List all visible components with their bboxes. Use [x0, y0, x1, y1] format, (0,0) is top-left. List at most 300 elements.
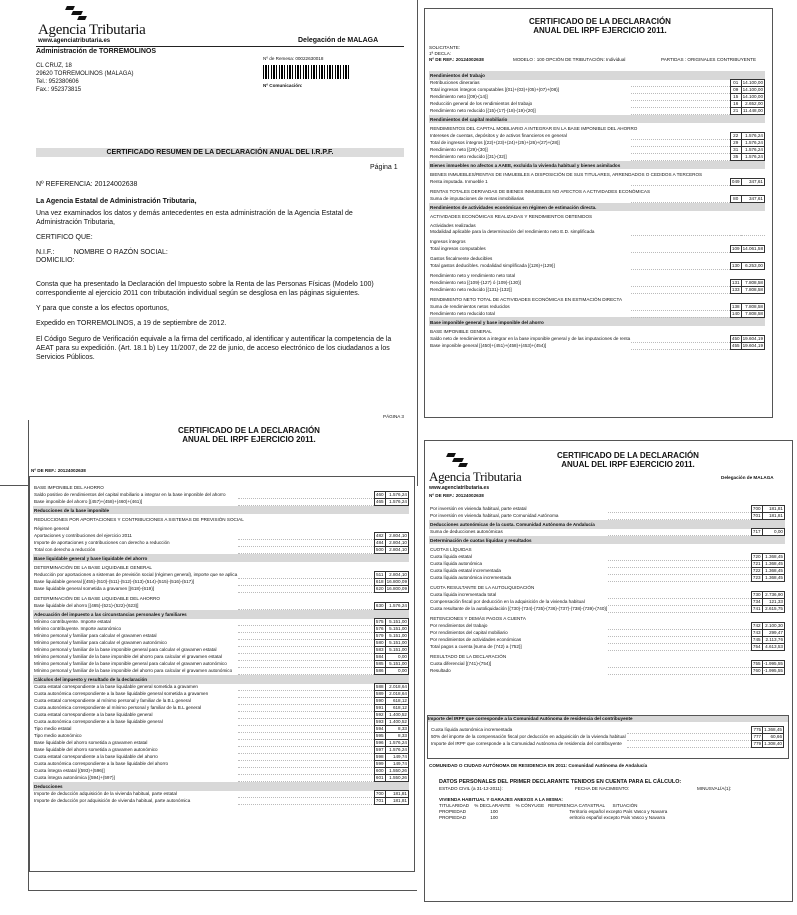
page-2-title: CERTIFICADO DE LA DECLARACIÓN ANUAL DEL IRPF EJERCICIO 2011. [529, 17, 671, 35]
box-value: 1.308,40 [764, 741, 782, 746]
row-label: 50% del importe de la compensación fiscal por deducción en adquisición de la vivienda habitual [431, 734, 626, 739]
box-value: 181,81 [762, 513, 784, 520]
row-label: Renta imputada. Inmueble 1 [430, 179, 488, 184]
dot-leader [631, 196, 730, 203]
dot-leader [238, 603, 374, 610]
row-label: Modalidad aplicable para la determinación del rendimiento neto E.D. simplificada [430, 229, 595, 234]
data-row [33, 775, 409, 782]
dot-leader [238, 572, 374, 579]
subsection-heading: DETERMINACIÓN DE LA BASE LIQUIDABLE GENERAL [34, 565, 152, 570]
data-row [430, 741, 784, 748]
subsection-heading: CUOTAS LÍQUIDAS [430, 547, 472, 552]
section-heading: Base liquidable general y base liquidable del ahorro [33, 554, 409, 563]
dot-leader [238, 499, 374, 506]
row-label: Total de ingresos íntegros [(22)+(23)+(24)+(25)+(26)+(27)+(28)] [430, 140, 560, 145]
section-heading-row [33, 675, 409, 684]
box-code: 584 [375, 654, 384, 659]
box-code: 22 [730, 133, 741, 140]
row-label: Compensación fiscal por deducción en la adquisición de la vivienda habitual [430, 599, 585, 604]
data-row [429, 568, 785, 575]
box-value: 5.151,00 [385, 626, 408, 633]
data-row [33, 654, 409, 661]
box-value: 1.368,45 [764, 727, 782, 732]
row-label: Cuota íntegra estatal [(593)+(596)] [34, 768, 105, 773]
row-label: Total pagos a cuenta [suma de (742) a (752)] [430, 644, 522, 649]
data-row [33, 768, 409, 775]
dot-leader [238, 533, 374, 540]
data-row [33, 719, 409, 726]
box-value: 11.448,00 [742, 108, 763, 113]
box-value: 0,00 [762, 529, 784, 536]
subsection-heading: BASE IMPONIBLE GENERAL [430, 328, 492, 334]
box-value: 0,00 [385, 654, 408, 661]
row-label: Cuota autonómica correspondiente a la base liquidable del ahorro [34, 761, 169, 766]
box-code: 130 [731, 262, 740, 268]
row-label: Importe de deducción por adquisición de vivienda habitual, parte autonómica [34, 798, 191, 803]
dot-leader [627, 727, 752, 734]
box-value: 2.100,30 [762, 623, 784, 630]
page-2-data-table [429, 71, 765, 350]
dot-leader [631, 335, 730, 342]
data-row [429, 529, 785, 536]
box-value: 149,74 [385, 761, 408, 768]
dot-leader [627, 741, 752, 748]
row-label: Suma de imputaciones de rentas inmobiliarias [430, 196, 524, 201]
irpf-community-table [430, 726, 784, 748]
data-row [429, 303, 765, 310]
row-label: Cuota líquida autonómica incrementada [431, 727, 513, 732]
box-code: 586 [375, 668, 384, 673]
dot-leader [631, 147, 730, 154]
data-row [33, 705, 409, 712]
subsection-heading: REDUCCIONES POR APORTACIONES Y CONTRIBUCIONES A SISTEMAS DE PREVISIÓN SOCIAL [34, 517, 244, 522]
row-label: Base liquidable del ahorro sometida a gravamen estatal [34, 740, 148, 745]
dot-leader [238, 798, 374, 805]
box-code: 460 [375, 492, 384, 497]
dot-leader [238, 579, 374, 586]
intro-paragraph: Una vez examinados los datos y demás antecedentes en esta administración de la Agencia Estatal de Administración Tributaria, [36, 210, 353, 226]
dot-leader [608, 506, 751, 513]
data-row [429, 94, 765, 101]
data-row [429, 606, 785, 613]
subsection-heading: RETENCIONES Y DEMÁS PAGOS A CUENTA [430, 616, 526, 621]
row-label: Mínimo personal y familiar de la base imponible del ahorro para calcular el gravamen autonómico [34, 668, 233, 673]
subsection-heading-row [429, 269, 765, 279]
dot-leader [238, 668, 374, 675]
box-code: 138 [731, 303, 740, 309]
box-value: 14.100,00 [742, 87, 763, 92]
data-row [33, 684, 409, 691]
box-code: 583 [375, 647, 384, 652]
box-code: 597 [375, 747, 384, 752]
subsection-heading: Ingresos íntegros [430, 238, 466, 244]
box-value: 16.800,09 [386, 579, 407, 584]
data-row [429, 147, 765, 154]
box-code: 598 [375, 754, 384, 759]
box-value: 0,00 [385, 668, 408, 675]
box-value: 6.253,00 [741, 262, 764, 269]
dot-leader [238, 492, 374, 499]
box-code: 745 [752, 637, 761, 642]
row-label: Reducción general de los rendimientos del trabajo [430, 101, 533, 106]
subsection-heading-row [429, 123, 765, 133]
box-code: 589 [375, 691, 384, 696]
box-value: 2.018,64 [385, 684, 408, 691]
row-label: Por rendimientos del trabajo [430, 623, 488, 628]
row-label: Importe de aportaciones y contribuciones con derecho a reducción [34, 540, 170, 545]
housing-columns: TITULARIDAD % DECLARANTE % CÓNYUGE REFERENCIA CATASTRAL SITUACIÓN [439, 803, 638, 808]
dot-leader [608, 606, 751, 613]
dot-leader [238, 640, 374, 647]
box-value: 181,81 [385, 791, 408, 798]
row-label: Saldo positivo de rendimientos del capital mobiliario a integrar en la base imponible del ahorro [34, 492, 226, 497]
box-code: 16 [730, 101, 741, 108]
box-value: 5.151,00 [385, 661, 408, 668]
subsection-heading: Rendimiento neto y rendimiento neto total [430, 272, 516, 278]
data-row [429, 196, 765, 203]
row-label: Rendimiento neto [(09)-(14)] [430, 94, 488, 99]
data-row [33, 661, 409, 668]
personal-data-heading: DATOS PERSONALES DEL PRIMER DECLARANTE TENIDOS EN CUENTA PARA EL CÁLCULO: [439, 779, 682, 785]
page-4-box-2 [427, 715, 789, 759]
box-code: 455 [731, 342, 740, 348]
data-row [429, 644, 785, 651]
dot-leader [238, 586, 374, 593]
domicilio-field: DOMICILIO: [36, 257, 75, 264]
row-label: Importe del IRPF que corresponde a la Comunidad Autónoma de residencia del contribuyente [431, 741, 622, 746]
row-label: Suma de rendimientos netos reducidos [430, 303, 510, 309]
page-3-data-table [33, 482, 409, 805]
dot-leader [238, 726, 374, 733]
box-value: 2.804,10 [385, 533, 408, 540]
box-code: 596 [375, 740, 384, 745]
section-heading: Determinación de cuotas líquidas y resultados [429, 536, 785, 545]
box-code: 717 [752, 529, 761, 534]
dot-leader [631, 94, 730, 101]
box-value: 299,47 [762, 630, 784, 637]
box-code: 620 [375, 586, 384, 591]
row-label: Rendimiento neto [(109)-(127) ó (109)-(130)] [430, 279, 521, 285]
address-fax: Fax.: 952373815 [36, 87, 82, 93]
data-row [33, 603, 409, 610]
data-row [33, 747, 409, 754]
box-code: 500 [375, 547, 384, 552]
section-heading-row [429, 536, 785, 545]
dot-leader [238, 747, 374, 754]
row-label: Cuota estatal correspondiente a la base liquidable general [34, 712, 153, 717]
page-4-reference: Nº DE REF.: 20124002638 [429, 493, 484, 498]
dot-leader [631, 179, 730, 186]
row-label: Por rendimientos del capital mobiliario [430, 630, 508, 635]
row-label: Rendimiento neto reducido [(131)-(132)] [430, 286, 512, 292]
data-row [429, 623, 785, 630]
row-label: Cuota líquida estatal incrementada [430, 568, 501, 573]
subsection-heading: DETERMINACIÓN DE LA BASE LIQUIDABLE DEL AHORRO [34, 596, 160, 601]
dot-leader [238, 691, 374, 698]
dot-leader [631, 286, 730, 293]
subsection-heading-row [429, 293, 765, 303]
data-row [429, 513, 785, 520]
data-row [429, 575, 785, 582]
row-label: Retribuciones dinerarias [430, 80, 480, 85]
civil-status: ESTADO CIVIL (a 31-12-2011): [439, 786, 503, 791]
section-heading: Adecuación del impuesto a las circunstancias personales y familiares [33, 610, 409, 619]
data-row [429, 554, 785, 561]
box-value: 149,74 [385, 754, 408, 761]
data-row [429, 133, 765, 140]
certificate-page-2 [424, 8, 773, 418]
row-label: Rendimiento neto reducido [(15)-(17)-(18)-(19)-(20)] [430, 108, 536, 113]
row-label: Base liquidable general sometida a gravamen [(618)-(619)] [34, 586, 155, 591]
box-code: 743 [752, 630, 761, 635]
page-4-agency-name: Agencia Tributaria [429, 469, 522, 484]
page-3-reference: Nº DE REF.: 20124002638 [31, 468, 86, 473]
page-4-data-table [429, 505, 785, 675]
box-value: 7.808,58 [741, 310, 764, 317]
section-heading-row [429, 317, 765, 326]
box-value: 7.808,58 [741, 303, 764, 310]
page-3-number: PÁGINA 3 [383, 414, 404, 419]
box-code: 21 [730, 108, 741, 115]
dot-leader [238, 619, 374, 626]
subsection-heading-row [33, 523, 409, 533]
dot-leader [238, 626, 374, 633]
box-code: 601 [375, 775, 384, 780]
box-value: 8,33 [385, 726, 408, 733]
data-row [33, 492, 409, 499]
subsection-heading-row [429, 582, 785, 592]
row-label: Tipo medio estatal [34, 726, 72, 731]
dot-leader [631, 101, 730, 108]
housing-row-2: PROPIEDAD 100 erritorio español excepto País Vasco y Navarra [439, 815, 666, 820]
page-number: Página 1 [370, 164, 398, 171]
agency-name: Agencia Tributaria [38, 22, 146, 38]
box-code: 734 [752, 599, 761, 604]
row-label: Aportaciones y contribuciones del ejercicio 2011 [34, 533, 132, 538]
row-label: Importe de deducción adquisición de la vivienda habitual, parte estatal [34, 791, 178, 796]
box-code: 742 [752, 623, 761, 628]
box-value: 618,12 [385, 698, 408, 705]
data-row [33, 691, 409, 698]
subsection-heading: BIENES INMUEBLES/RENTAS DE INMUEBLES A DISPOSICIÓN DE SUS TITULARES, ARRENDADOS O CEDIDOS A TERCEROS [430, 172, 703, 177]
dot-leader [631, 262, 730, 269]
box-code: 450 [731, 335, 740, 341]
box-value: 1.576,24 [741, 133, 764, 140]
box-value: 1.576,24 [741, 140, 764, 147]
data-row [33, 761, 409, 768]
box-value: 1.368,45 [762, 568, 784, 575]
csv-paragraph: El Código Seguro de Verificación equivale a la firma del certificado, al identificar y autentificar la competencia de la AEAT para su expedición. (Art. 18.1 b) Ley 11/2007, de 22 de junio, de acceso electrónico de los ciudadanos a los Servicios Públicos. [36, 336, 392, 361]
delegation: Delegación de MALAGA [298, 37, 379, 44]
data-row [33, 499, 409, 506]
dot-leader [238, 633, 374, 640]
row-label: Por rendimientos de actividades económicas [430, 637, 522, 642]
page-4-title: CERTIFICADO DE LA DECLARACIÓN ANUAL DEL IRPF EJERCICIO 2011. [557, 451, 699, 469]
box-code: 723 [752, 575, 761, 580]
box-code: 599 [375, 761, 384, 766]
address-line-1: CL CRUZ, 18 [36, 63, 72, 69]
disability: MINUSVALÍA(1): [697, 786, 732, 791]
box-code: 511 [376, 572, 384, 577]
page-3-title: CERTIFICADO DE LA DECLARACIÓN ANUAL DEL IRPF EJERCICIO 2011. [178, 426, 320, 444]
row-label: Mínimo personal y familiar de la base imponible del ahorro para calcular el gravamen estatal [34, 654, 222, 659]
row-label: Intereses de cuentas, depósitos y de activos financieros en general [430, 133, 567, 138]
box-value: 2.018,64 [385, 691, 408, 698]
row-label: Cuota autonómica correspondiente a la base liquidable general sometida a gravamen [34, 691, 209, 696]
row-label: Total gastos deducibles. modalidad simplificada [(126)+(129)] [430, 262, 555, 268]
box-code: 579 [375, 633, 384, 638]
row-label: Base liquidable del ahorro sometida a gravamen autonómico [34, 747, 158, 752]
subsection-heading: CUOTA RESULTANTE DE LA AUTOLIQUIDACIÓN [430, 585, 535, 590]
section-heading-row [429, 520, 785, 529]
subsection-heading-row [429, 220, 765, 229]
page-4-agency-url: www.agenciatributaria.es [429, 485, 490, 491]
data-row [33, 754, 409, 761]
data-row [429, 592, 785, 599]
dot-leader [631, 87, 730, 94]
declaration-paragraph: Consta que ha presentado la Declaración del Impuesto sobre la Renta de las Personas Físicas (Modelo 100) correspondiente al ejercicio 2011 con tributación individual según se desglosa en las páginas siguientes. [36, 281, 374, 297]
section-heading-row [33, 782, 409, 791]
section-heading: Deducciones [33, 782, 409, 791]
data-row [429, 506, 785, 513]
subsection-heading: Gastos fiscalmente deducibles [430, 255, 493, 261]
data-row [429, 154, 765, 161]
box-value: 4.613,53 [762, 644, 784, 651]
certifico-label: CERTIFICO QUE: [36, 234, 93, 241]
certificate-page-1 [0, 0, 418, 486]
row-label: Mínimo contribuyente. Importe estatal [34, 619, 111, 624]
data-row [429, 335, 765, 342]
issued-paragraph: Expedido en TORREMOLINOS, a 19 de septiembre de 2012. [36, 320, 227, 327]
page-4-logo [429, 453, 521, 492]
box-code: 777 [753, 734, 762, 739]
dot-leader [608, 554, 751, 561]
agency-logo-mark [66, 6, 88, 22]
dot-leader [631, 279, 730, 286]
row-label: Cuota estatal correspondiente al mínimo personal y familiar de la B.L general [34, 698, 191, 703]
data-row [429, 661, 785, 668]
dot-leader [608, 599, 751, 606]
section-heading: Rendimientos del capital mobiliario [429, 115, 765, 124]
box-code: 31 [730, 147, 741, 154]
data-row [33, 798, 409, 805]
residence-community: COMUNIDAD O CIUDAD AUTÓNOMA DE RESIDENCIA EN 2011: Comunidad Autónoma de Andalucía [429, 763, 648, 768]
box-code: 722 [752, 568, 761, 573]
subsection-heading-row [33, 593, 409, 603]
box-value: 14.100,00 [742, 94, 763, 99]
box-value: 14.061,58 [742, 245, 763, 251]
dot-leader [608, 644, 751, 651]
row-label: Base liquidable del ahorro [(465)-(521)-(522)-(623)] [34, 603, 139, 608]
dot-leader [238, 705, 374, 712]
data-row [33, 733, 409, 740]
dot-leader [238, 775, 374, 782]
data-row [33, 540, 409, 547]
subsection-heading: RENDIMIENTOS DEL CAPITAL MOBILIARIO A INTEGRAR EN LA BASE IMPONIBLE DEL AHORRO [430, 126, 638, 131]
data-row [429, 561, 785, 568]
box-value: -1.995,55 [763, 661, 783, 666]
row-label: Cuota autonómica correspondiente a la base liquidable general [34, 719, 163, 724]
box-code: 15 [730, 94, 741, 101]
dot-leader [608, 637, 751, 644]
box-value: 1.576,24 [741, 147, 764, 154]
dot-leader [238, 684, 374, 691]
section-heading-row [429, 71, 765, 80]
box-code: 590 [375, 698, 384, 703]
box-code: 755 [752, 661, 761, 666]
administration: Administración de TORREMOLINOS [36, 48, 157, 55]
subsection-heading: ACTIVIDADES ECONÓMICAS REALIZADAS Y RENDIMIENTOS OBTENIDOS [430, 214, 593, 219]
box-value: 19.604,19 [742, 335, 763, 341]
row-label: Cuota líquida estatal [430, 554, 472, 559]
box-value: 1.368,45 [762, 561, 784, 568]
dot-leader [631, 342, 730, 349]
row-label: Tipo medio autonómico [34, 733, 82, 738]
box-code: 576 [375, 626, 384, 631]
box-value: 7.808,58 [741, 286, 764, 293]
subsection-heading-row [429, 252, 765, 262]
row-label: Resultado [430, 668, 451, 673]
row-label: Por inversión en vivienda habitual, parte estatal [430, 506, 527, 511]
row-label: Cuota íntegra autonómica [(594)+(597)] [34, 775, 115, 780]
data-row [429, 80, 765, 87]
data-row [33, 586, 409, 593]
data-row [33, 572, 409, 579]
box-value: 14.100,00 [742, 80, 763, 85]
data-row [33, 668, 409, 675]
row-label: Rendimiento neto reducido [(31)-(32)] [430, 154, 507, 159]
box-value: 60,66 [763, 734, 784, 741]
section-heading: Base imponible general y base imponible del ahorro [429, 317, 765, 326]
box-value: 121,33 [762, 599, 784, 606]
subsection-heading: Régimen general [34, 526, 69, 531]
box-value: 5.151,00 [385, 633, 408, 640]
certificate-page-3 [28, 414, 417, 891]
box-value: 19.604,19 [742, 342, 763, 348]
dot-leader [631, 108, 730, 115]
box-value: 5.151,00 [385, 647, 408, 654]
box-code: 131 [731, 279, 740, 285]
box-value: 1.576,24 [385, 740, 408, 747]
barcode [263, 65, 351, 79]
row-label: Cuota líquida autonómica [430, 561, 483, 566]
box-code: 592 [375, 712, 384, 717]
data-row [33, 647, 409, 654]
dot-leader [608, 513, 751, 520]
box-value: 1.368,45 [762, 554, 784, 561]
row-label: Rendimiento neto [(29)-(30)] [430, 147, 488, 152]
row-label: Cuota líquida autonómica incrementada [430, 575, 512, 580]
data-row [33, 698, 409, 705]
box-code: 741 [752, 606, 761, 611]
section-heading-row [33, 610, 409, 619]
section-heading-row [429, 161, 765, 170]
box-code: 80 [730, 196, 741, 203]
subsection-heading: RENTAS TOTALES DERIVADAS DE BIENES INMUEBLES NO AFECTOS A ACTIVIDADES ECONÓMICAS [430, 189, 651, 194]
box-code: 701 [752, 513, 761, 518]
effects-paragraph: Y para que conste a los efectos oportunos, [36, 305, 169, 312]
solicitante: SOLICITANTE: [429, 45, 461, 50]
row-label: Total ingresos íntegros computables [(01)+(03)+(05)+(07)+(08)] [430, 87, 559, 92]
box-value: 7.808,58 [741, 279, 764, 286]
remesa-number: Nº de Remesa: 00022630018 [263, 56, 324, 61]
subsection-heading-row [429, 235, 765, 245]
box-code: 618 [375, 579, 384, 584]
birth-date: FECHA DE NACIMIENTO: [575, 786, 630, 791]
box-value: 1.550,26 [385, 775, 408, 782]
row-label: Cuota resultante de la autoliquidación [(730)-(734)-(735)-(736)-(737)-(738)-(739)-(740)] [430, 606, 608, 611]
box-value: 5.151,00 [385, 640, 408, 647]
